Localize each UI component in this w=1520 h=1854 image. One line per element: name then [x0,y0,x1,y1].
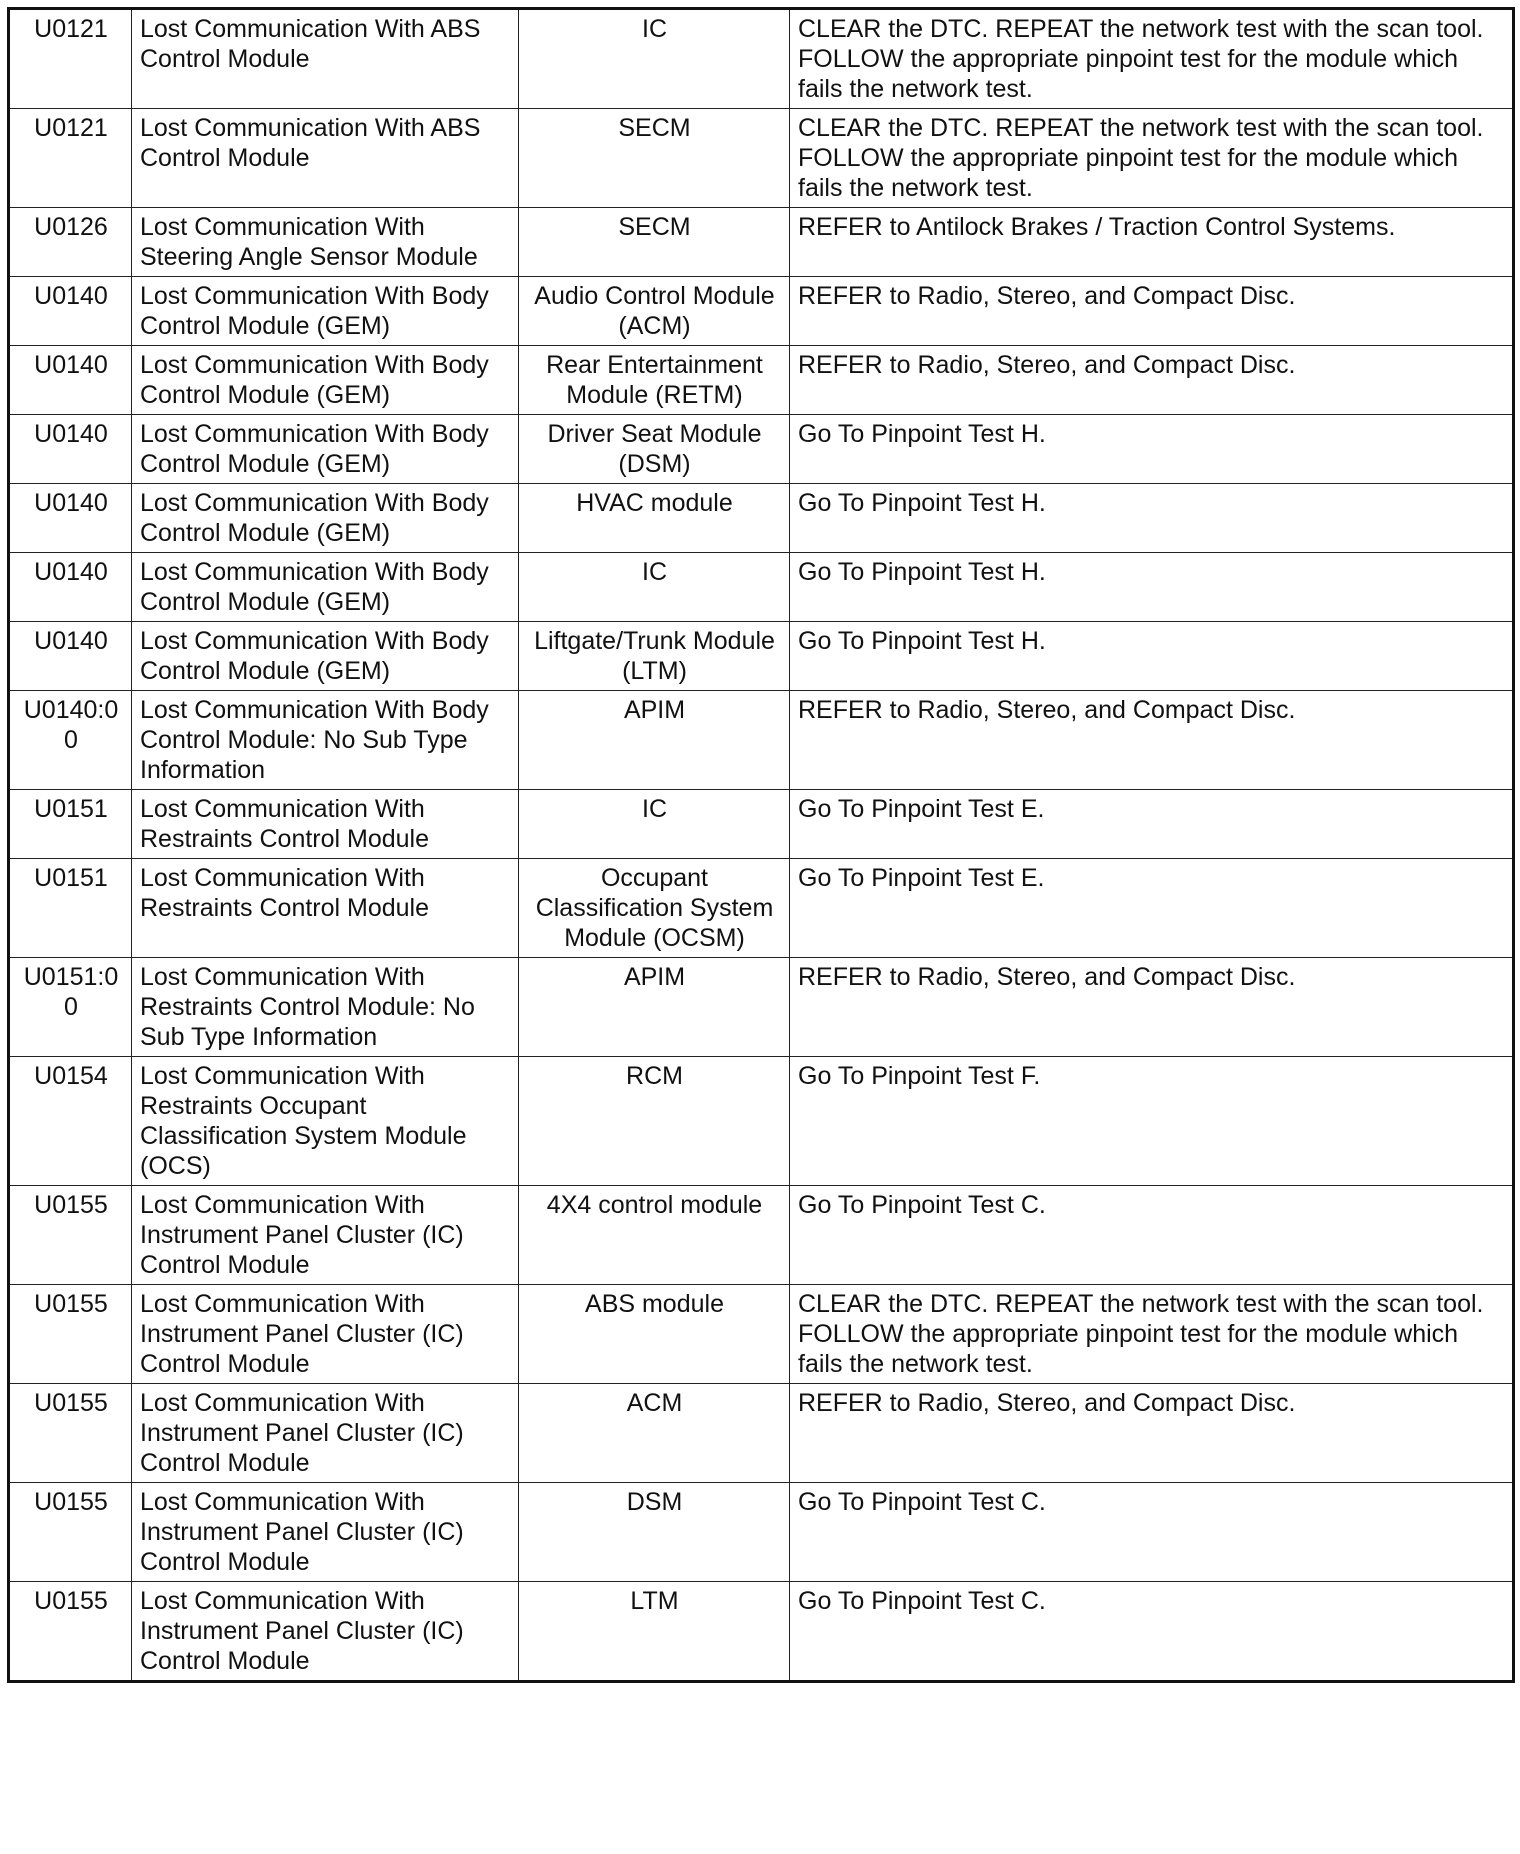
reporting-module-cell [519,208,790,277]
reporting-module-cell [519,1285,790,1384]
table-row [9,484,1514,553]
reporting-module-text: IC [642,558,667,586]
dtc-code-text: U0140 [34,282,108,310]
reporting-module-cell [519,790,790,859]
dtc-code-cell [9,553,132,622]
dtc-code-cell [9,9,132,109]
action-text: Go To Pinpoint Test E. [798,864,1045,892]
dtc-description-cell [132,958,519,1057]
reporting-module-text: APIM [623,963,686,991]
action-text: Go To Pinpoint Test F. [798,1062,1041,1090]
dtc-description-cell [132,622,519,691]
dtc-description-text: Lost Communication With Steering Angle Sensor Module [140,213,478,271]
dtc-description-text: Lost Communication With Instrument Panel Cluster (IC) Control Module [140,1290,464,1378]
table-row [9,109,1514,208]
dtc-code-text: U0126 [34,213,108,241]
dtc-table [7,7,1515,1683]
dtc-description-cell [132,208,519,277]
reporting-module-cell [519,9,790,109]
dtc-code-text: U0151:00 [23,963,119,1021]
action-text: REFER to Radio, Stereo, and Compact Disc. [798,963,1296,991]
action-text: Go To Pinpoint Test H. [798,489,1046,517]
dtc-description-cell [132,790,519,859]
dtc-description-cell [132,277,519,346]
table-row [9,9,1514,109]
dtc-code-text: U0151 [34,795,108,823]
reporting-module-text: Liftgate/Trunk Module (LTM) [534,627,775,685]
dtc-description-text: Lost Communication With Body Control Module (GEM) [140,558,489,616]
dtc-code-text: U0155 [34,1290,108,1318]
dtc-code-cell [9,1186,132,1285]
reporting-module-text: SECM [618,114,691,142]
reporting-module-text: APIM [623,696,686,724]
dtc-description-text: Lost Communication With Body Control Module: No Sub Type Information [140,696,489,784]
action-text: REFER to Radio, Stereo, and Compact Disc. [798,351,1296,379]
action-text: CLEAR the DTC. REPEAT the network test with the scan tool. FOLLOW the appropriate pinpoint test for the module which fails the network test. [798,15,1484,103]
dtc-description-text: Lost Communication With Instrument Panel Cluster (IC) Control Module [140,1488,464,1576]
dtc-description-text: Lost Communication With Instrument Panel Cluster (IC) Control Module [140,1587,464,1675]
dtc-code-text: U0155 [34,1191,108,1219]
table-row [9,415,1514,484]
reporting-module-text: LTM [630,1587,679,1615]
dtc-description-cell [132,9,519,109]
action-cell [790,1384,1514,1483]
table-row [9,958,1514,1057]
table-row [9,1483,1514,1582]
dtc-code-text: U0151 [34,864,108,892]
table-row [9,553,1514,622]
dtc-description-cell [132,415,519,484]
action-text: Go To Pinpoint Test H. [798,558,1046,586]
table-row [9,622,1514,691]
dtc-description-cell [132,1483,519,1582]
dtc-description-cell [132,691,519,790]
reporting-module-cell [519,622,790,691]
action-cell [790,1057,1514,1186]
action-cell [790,958,1514,1057]
dtc-description-cell [132,346,519,415]
reporting-module-cell [519,484,790,553]
reporting-module-cell [519,277,790,346]
reporting-module-text: ABS module [585,1290,724,1318]
action-cell [790,109,1514,208]
dtc-description-cell [132,1186,519,1285]
action-text: Go To Pinpoint Test H. [798,420,1046,448]
reporting-module-cell [519,1582,790,1682]
dtc-description-text: Lost Communication With Body Control Module (GEM) [140,627,489,685]
dtc-description-text: Lost Communication With Restraints Control Module [140,864,430,922]
action-cell [790,553,1514,622]
dtc-code-text: U0155 [34,1587,108,1615]
action-cell [790,1285,1514,1384]
dtc-description-text: Lost Communication With ABS Control Module [140,114,481,172]
action-cell [790,346,1514,415]
dtc-description-text: Lost Communication With Body Control Module (GEM) [140,489,489,547]
dtc-code-text: U0140 [34,558,108,586]
dtc-description-cell [132,1582,519,1682]
table-row [9,208,1514,277]
dtc-code-cell [9,790,132,859]
dtc-description-text: Lost Communication With Body Control Module (GEM) [140,420,489,478]
dtc-code-cell [9,1384,132,1483]
dtc-description-cell [132,1384,519,1483]
action-text: REFER to Radio, Stereo, and Compact Disc. [798,696,1296,724]
dtc-description-cell [132,109,519,208]
table-row [9,1285,1514,1384]
dtc-description-cell [132,484,519,553]
dtc-code-cell [9,1285,132,1384]
action-text: CLEAR the DTC. REPEAT the network test with the scan tool. FOLLOW the appropriate pinpoint test for the module which fails the network test. [798,1290,1484,1378]
table-row [9,859,1514,958]
reporting-module-cell [519,691,790,790]
dtc-table-frame [7,7,1512,1683]
dtc-code-text: U0154 [34,1062,108,1090]
action-cell [790,790,1514,859]
dtc-description-text: Lost Communication With Restraints Control Module [140,795,430,853]
dtc-code-cell [9,277,132,346]
action-text: Go To Pinpoint Test C. [798,1587,1046,1615]
dtc-code-cell [9,691,132,790]
table-row [9,1582,1514,1682]
action-cell [790,1186,1514,1285]
dtc-description-text: Lost Communication With Body Control Module (GEM) [140,282,489,340]
action-cell [790,415,1514,484]
dtc-description-cell [132,1057,519,1186]
table-row [9,277,1514,346]
table-row [9,1186,1514,1285]
reporting-module-text: SECM [618,213,691,241]
action-cell [790,9,1514,109]
dtc-description-cell [132,859,519,958]
dtc-code-cell [9,1582,132,1682]
action-cell [790,277,1514,346]
reporting-module-text: IC [642,15,667,43]
dtc-description-cell [132,1285,519,1384]
dtc-code-cell [9,958,132,1057]
dtc-code-cell [9,622,132,691]
action-text: REFER to Radio, Stereo, and Compact Disc. [798,1389,1296,1417]
dtc-description-text: Lost Communication With ABS Control Module [140,15,481,73]
dtc-description-text: Lost Communication With Body Control Module (GEM) [140,351,489,409]
table-row [9,346,1514,415]
dtc-code-text: U0121 [34,114,108,142]
dtc-code-text: U0140:00 [23,696,119,754]
reporting-module-cell [519,1057,790,1186]
reporting-module-cell [519,859,790,958]
reporting-module-text: HVAC module [576,489,733,517]
dtc-code-cell [9,859,132,958]
dtc-code-text: U0140 [34,489,108,517]
action-cell [790,1483,1514,1582]
action-cell [790,859,1514,958]
dtc-description-text: Lost Communication With Instrument Panel Cluster (IC) Control Module [140,1191,464,1279]
action-text: REFER to Antilock Brakes / Traction Control Systems. [798,213,1396,241]
reporting-module-text: IC [642,795,667,823]
action-text: Go To Pinpoint Test H. [798,627,1046,655]
table-row [9,790,1514,859]
table-row [9,1384,1514,1483]
dtc-description-text: Lost Communication With Restraints Control Module: No Sub Type Information [140,963,475,1051]
action-cell [790,484,1514,553]
reporting-module-cell [519,1483,790,1582]
reporting-module-text: Occupant Classification System Module (OCSM) [535,864,774,952]
reporting-module-text: RCM [626,1062,683,1090]
table-row [9,1057,1514,1186]
dtc-code-cell [9,484,132,553]
action-text: Go To Pinpoint Test C. [798,1488,1046,1516]
dtc-code-text: U0155 [34,1488,108,1516]
dtc-code-cell [9,109,132,208]
reporting-module-text: DSM [626,1488,683,1516]
reporting-module-cell [519,958,790,1057]
action-cell [790,1582,1514,1682]
action-text: Go To Pinpoint Test C. [798,1191,1046,1219]
reporting-module-text: Audio Control Module (ACM) [534,282,775,340]
reporting-module-text: Driver Seat Module (DSM) [547,420,762,478]
dtc-table-body [9,9,1514,1682]
reporting-module-cell [519,1186,790,1285]
reporting-module-cell [519,553,790,622]
dtc-description-cell [132,553,519,622]
dtc-code-cell [9,1057,132,1186]
dtc-description-text: Lost Communication With Instrument Panel Cluster (IC) Control Module [140,1389,464,1477]
dtc-code-text: U0140 [34,627,108,655]
dtc-description-text: Lost Communication With Restraints Occupant Classification System Module (OCS) [140,1062,467,1180]
reporting-module-cell [519,346,790,415]
action-text: CLEAR the DTC. REPEAT the network test with the scan tool. FOLLOW the appropriate pinpoint test for the module which fails the network test. [798,114,1484,202]
dtc-code-text: U0121 [34,15,108,43]
reporting-module-text: ACM [626,1389,683,1417]
action-cell [790,622,1514,691]
reporting-module-text: Rear Entertainment Module (RETM) [546,351,763,409]
dtc-code-cell [9,346,132,415]
dtc-code-cell [9,415,132,484]
dtc-code-text: U0140 [34,420,108,448]
reporting-module-text: 4X4 control module [546,1191,763,1219]
dtc-code-cell [9,1483,132,1582]
action-cell [790,691,1514,790]
table-row [9,691,1514,790]
dtc-code-cell [9,208,132,277]
action-cell [790,208,1514,277]
dtc-code-text: U0140 [34,351,108,379]
action-text: Go To Pinpoint Test E. [798,795,1045,823]
action-text: REFER to Radio, Stereo, and Compact Disc. [798,282,1296,310]
reporting-module-cell [519,1384,790,1483]
reporting-module-cell [519,415,790,484]
dtc-code-text: U0155 [34,1389,108,1417]
reporting-module-cell [519,109,790,208]
